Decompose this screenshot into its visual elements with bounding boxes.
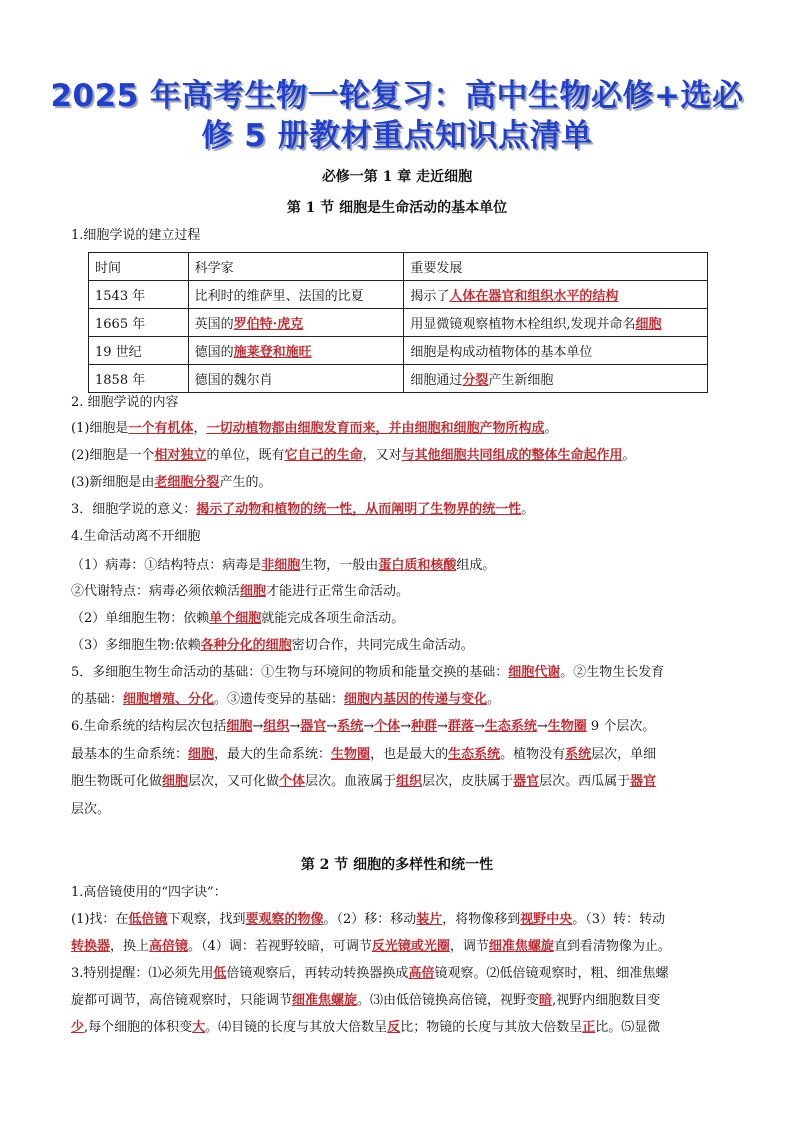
text-line [71, 609, 731, 629]
key-term: 系统 [337, 719, 364, 734]
key-term: 种群 [411, 719, 438, 734]
text-run: 层次。血液属于 [305, 774, 397, 789]
key-term: 组织 [263, 719, 290, 734]
text-run: 层次，单细 [591, 747, 657, 762]
key-term: 它自己的生命 [284, 448, 363, 463]
text-run: 旋都可调节，高倍镜观察时，只能调节 [71, 993, 293, 1008]
key-term: 低倍镜 [128, 912, 168, 927]
key-term: 细胞增殖、分化 [123, 692, 215, 707]
text-line [71, 717, 731, 737]
table-row [89, 281, 708, 309]
cell-time: 1665 年 [89, 309, 189, 337]
text-run: 比利时的维萨里、法国的比夏 [194, 289, 364, 304]
text-run: 胞生物既可化做 [71, 774, 163, 789]
text-line [71, 582, 731, 602]
text-run: 。⑷目镜的长度与其放大倍数呈 [205, 1020, 388, 1035]
key-term: 要观察的物像 [245, 912, 324, 927]
text-line [71, 772, 731, 792]
text-run: → [326, 719, 338, 734]
text-run: 层次。西瓜属于 [539, 774, 631, 789]
key-term: 生态系统 [484, 719, 537, 734]
text-run: 9 个层次。 [586, 719, 656, 734]
key-term: 罗伯特·虎克 [233, 317, 304, 332]
text-line [71, 991, 731, 1011]
key-term: 视野中央 [520, 912, 573, 927]
text-run: → [473, 719, 485, 734]
text-run: 。（3）转：转动 [572, 912, 666, 927]
cell-development [404, 309, 708, 337]
text-run: 。（2）移：移动 [323, 912, 417, 927]
text-run: ，换上 [110, 939, 150, 954]
table-row [89, 337, 708, 365]
cell-development [404, 365, 708, 393]
text-run: （2）单细胞生物：依赖 [71, 611, 210, 626]
key-term: 组织 [396, 774, 423, 789]
key-term: 蛋白质和核酸 [378, 558, 457, 573]
key-term: 细胞 [162, 774, 189, 789]
text-run: 就能完成各项生命活动。 [261, 611, 405, 626]
table-row [89, 365, 708, 393]
key-term: 生态系统 [448, 747, 501, 762]
text-line [71, 663, 731, 683]
text-run: 。植物没有 [500, 747, 566, 762]
text-run: 细胞是构成动植物体的基本单位 [410, 345, 593, 360]
title-line-1: 2025 年高考生物一轮复习：高中生物必修+选必 [50, 78, 744, 114]
text-run: 。 [487, 692, 501, 707]
cell-development [404, 281, 708, 309]
text-run: 层次。 [71, 802, 111, 817]
key-term: 少 [71, 1020, 85, 1035]
table-caption: 1.细胞学说的建立过程 [71, 228, 201, 243]
key-term: 细胞 [635, 317, 662, 332]
text-run: ，将物像移到 [442, 912, 521, 927]
text-run: (1)细胞是 [71, 421, 129, 436]
text-run: 德国的魏尔肖 [194, 373, 273, 388]
key-term: 暗 [539, 993, 553, 1008]
text-run: ，最大的生命系统： [214, 747, 332, 762]
text-run: 。 [521, 502, 535, 517]
text-run: 。③遗传变异的基础： [214, 692, 345, 707]
text-run: 生物，一般由 [300, 558, 379, 573]
chapter-heading: 必修一第 1 章 走近细胞 [321, 169, 473, 185]
text-run: ， [193, 421, 207, 436]
table-header-row [89, 253, 708, 281]
table-header-cell: 时间 [89, 253, 189, 281]
text-run: 产生新细胞 [488, 373, 554, 388]
key-term: 装片 [416, 912, 443, 927]
text-run: 直到看清物像为止。 [553, 939, 671, 954]
cell-theory-table [88, 252, 708, 393]
key-term: 非细胞 [261, 558, 301, 573]
key-term: 器官 [300, 719, 327, 734]
document-title [40, 76, 754, 156]
key-term: 分裂 [462, 373, 489, 388]
key-term: 一切动植物都由细胞发育而来，并由细胞和细胞产物所构成 [206, 421, 545, 436]
key-term: 生物圈 [547, 719, 587, 734]
text-run: (3)新细胞是由 [71, 475, 155, 490]
text-line [71, 883, 731, 903]
text-line [71, 745, 731, 765]
text-run: ，又对 [362, 448, 402, 463]
text-line [71, 910, 731, 930]
text-run: （3）多细胞生物:依赖 [71, 638, 201, 653]
text-run: 下观察，找到 [167, 912, 246, 927]
title-line-2: 修 5 册教材重点知识点清单 [201, 118, 593, 154]
key-term: 低 [213, 966, 227, 981]
key-term: 细准焦螺旋 [488, 939, 554, 954]
text-run: 最基本的生命系统： [71, 747, 189, 762]
key-term: 细胞代谢 [508, 665, 561, 680]
key-term: 一个有机体 [128, 421, 194, 436]
text-line [71, 527, 731, 547]
key-term: 老细胞分裂 [154, 475, 220, 490]
key-term: 个体 [279, 774, 306, 789]
text-run: 层次，皮肤属于 [422, 774, 514, 789]
key-term: 细准焦螺旋 [292, 993, 358, 1008]
text-line [71, 473, 731, 493]
text-run: → [536, 719, 548, 734]
text-run: 组成。 [456, 558, 496, 573]
key-term: 与其他细胞共同组成的整体生命起作用 [401, 448, 623, 463]
text-run: 。⑶由低倍镜换高倍镜，视野变 [357, 993, 540, 1008]
text-run: 的单位，既有 [206, 448, 285, 463]
key-term: 个体 [374, 719, 401, 734]
text-run: → [400, 719, 412, 734]
key-term: 高倍 [408, 966, 435, 981]
cell-time: 19 世纪 [89, 337, 189, 365]
text-run: 。 [544, 421, 558, 436]
text-run: 用显微镜观察植物木栓组织,发现并命名 [410, 317, 636, 332]
text-run: ,视野内细胞数目变 [552, 993, 661, 1008]
section-heading-1: 第 1 节 细胞是生命活动的基本单位 [286, 200, 508, 216]
text-run: 揭示了 [410, 289, 450, 304]
cell-development [404, 337, 708, 365]
key-term: 生物圈 [331, 747, 371, 762]
text-run: ，调节 [449, 939, 489, 954]
text-run: 镜观察。⑵低倍镜观察时，粗、细准焦螺 [434, 966, 669, 981]
text-line [71, 500, 731, 520]
key-term: 系统 [565, 747, 592, 762]
text-run: → [363, 719, 375, 734]
text-line [71, 800, 731, 820]
table-row [89, 309, 708, 337]
text-run: 倍镜观察后，再转动转换器换成 [226, 966, 409, 981]
text-run: 比。⑸显微 [595, 1020, 661, 1035]
text-run: → [289, 719, 301, 734]
text-line [71, 393, 731, 413]
text-line [71, 636, 731, 656]
text-run: 层次，又可化做 [188, 774, 280, 789]
key-term: 正 [582, 1020, 596, 1035]
text-run: ,每个细胞的体积变 [84, 1020, 193, 1035]
text-run: → [437, 719, 448, 734]
key-term: 高倍镜 [149, 939, 189, 954]
text-line [71, 690, 731, 710]
cell-time: 1543 年 [89, 281, 189, 309]
text-run: 比；物镜的长度与其放大倍数呈 [400, 1020, 583, 1035]
text-run: ②代谢特点：病毒必须依赖活 [71, 584, 241, 599]
key-term: 细胞内基因的传递与变化 [344, 692, 488, 707]
text-run: 密切合作，共同完成生命活动。 [291, 638, 474, 653]
text-run: （1）病毒：①结构特点：病毒是 [71, 558, 262, 573]
key-term: 器官 [513, 774, 540, 789]
key-term: 器官 [630, 774, 657, 789]
text-run: 3．细胞学说的意义： [71, 502, 197, 517]
key-term: 群落 [447, 719, 474, 734]
key-term: 细胞 [226, 719, 253, 734]
key-term: 反 [387, 1020, 401, 1035]
text-run: 4.生命活动离不开细胞 [71, 529, 201, 544]
text-line [71, 937, 731, 957]
text-run: 才能进行正常生命活动。 [266, 584, 410, 599]
text-line [71, 446, 731, 466]
text-run: 3.特别提醒：⑴必须先用 [71, 966, 214, 981]
table-header-cell: 重要发展 [404, 253, 708, 281]
section-heading-2: 第 2 节 细胞的多样性和统一性 [300, 857, 494, 873]
text-run: 产生的。 [219, 475, 272, 490]
text-run: 的基础： [71, 692, 124, 707]
text-run: 德国的 [194, 345, 234, 360]
key-term: 转换器 [71, 939, 111, 954]
key-term: 各种分化的细胞 [200, 638, 292, 653]
key-term: 细胞 [240, 584, 267, 599]
key-term: 人体在器官和组织水平的结构 [449, 289, 619, 304]
text-run: 。 [622, 448, 636, 463]
cell-scientist [188, 337, 404, 365]
text-line [71, 964, 731, 984]
key-term: 施莱登和施旺 [233, 345, 312, 360]
key-term: 单个细胞 [209, 611, 262, 626]
text-run: (1)找：在 [71, 912, 129, 927]
key-term: 细胞 [188, 747, 215, 762]
key-term: 揭示了动物和植物的统一性，从而阐明了生物界的统一性 [196, 502, 522, 517]
text-run: 2. 细胞学说的内容 [71, 395, 179, 410]
table-header-cell: 科学家 [188, 253, 404, 281]
cell-scientist [188, 365, 404, 393]
text-run: 。②生物生长发育 [560, 665, 665, 680]
key-term: 大 [192, 1020, 206, 1035]
text-run: 6.生命系统的结构层次包括 [71, 719, 227, 734]
text-run: 1.高倍镜使用的“四字诀”： [71, 885, 227, 900]
text-line [71, 556, 731, 576]
text-run: ，也是最大的 [370, 747, 449, 762]
text-line [71, 1018, 731, 1038]
cell-scientist [188, 309, 404, 337]
text-run: 英国的 [194, 317, 234, 332]
text-run: 5．多细胞生物生命活动的基础：①生物与环境间的物质和能量交换的基础： [71, 665, 509, 680]
cell-time: 1858 年 [89, 365, 189, 393]
text-run: 。（4）调：若视野较暗，可调节 [188, 939, 372, 954]
text-run: (2)细胞是一个 [71, 448, 155, 463]
key-term: 反光镜或光圈 [371, 939, 450, 954]
text-run: → [252, 719, 264, 734]
key-term: 相对独立 [154, 448, 207, 463]
cell-scientist [188, 281, 404, 309]
text-line [71, 419, 731, 439]
text-run: 细胞通过 [410, 373, 463, 388]
